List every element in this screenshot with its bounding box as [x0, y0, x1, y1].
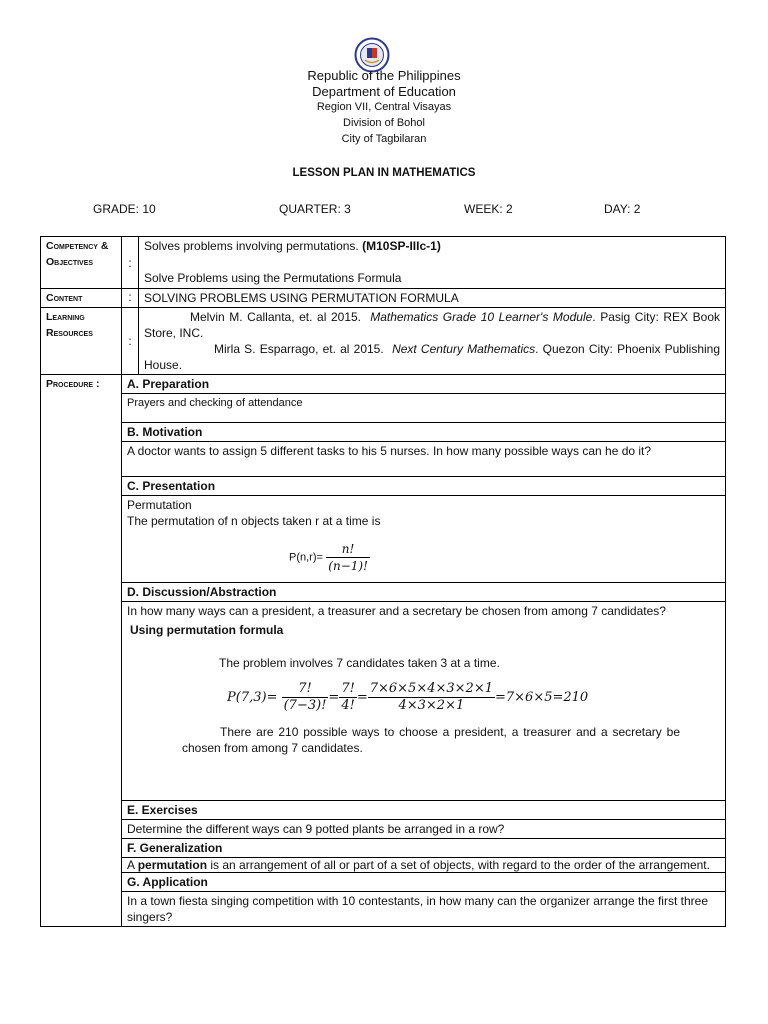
- ref2-publisher: . Quezon City: Phoenix Publishing House.: [144, 342, 721, 372]
- formula-result: =7×6×5=210: [495, 690, 589, 705]
- exercises-heading: E. Exercises: [122, 801, 726, 820]
- presentation-line2: The permutation of n objects taken r at a time is: [127, 514, 381, 528]
- grade-label: GRADE: 10: [93, 202, 156, 216]
- generalization-post: is an arrangement of all or part of a set of objects, with regard to the order of the arrangement.: [207, 858, 710, 872]
- resources-cell: [139, 308, 726, 375]
- header-region: Region VII, Central Visayas: [316, 101, 452, 113]
- formula-lhs: P(n,r)=: [289, 551, 323, 564]
- header-republic: Republic of the Philippines: [307, 68, 461, 83]
- quarter-label: QUARTER: 3: [279, 202, 351, 216]
- competency-label: Competency & Objectives: [41, 237, 122, 289]
- application-text: In a town fiesta singing competition with 10 contestants, in how many can the organizer arrange the first three singers?: [122, 892, 726, 927]
- frac2-num: 7!: [341, 681, 355, 696]
- permutation-formula: [127, 541, 720, 574]
- formula-numerator: n!: [326, 541, 370, 558]
- competency-colon: :: [122, 237, 139, 289]
- discussion-cell: [122, 602, 726, 801]
- competency-code: (M10SP-IIIc-1): [362, 239, 441, 253]
- competency-objective: Solve Problems using the Permutations Formula: [144, 271, 402, 285]
- presentation-cell: [122, 496, 726, 583]
- frac2-den: 4!: [341, 698, 355, 713]
- competency-text: Solves problems involving permutations.: [144, 239, 359, 253]
- discussion-heading: D. Discussion/Abstraction: [122, 583, 726, 602]
- ref1-publisher: . Pasig City: REX Book Store, INC.: [144, 310, 721, 340]
- discussion-question: In how many ways can a president, a treasurer and a secretary be chosen from among 7 candidates?: [127, 604, 666, 618]
- frac3-num: 7×6×5×4×3×2×1: [369, 681, 493, 696]
- generalization-cell: [122, 858, 726, 873]
- header-city: City of Tagbilaran: [341, 133, 427, 145]
- lesson-plan-table: [40, 236, 726, 927]
- motivation-text: A doctor wants to assign 5 different tasks to his 5 nurses. In how many possible ways can he do it?: [122, 442, 726, 477]
- competency-cell: [139, 237, 726, 289]
- application-heading: G. Application: [122, 873, 726, 892]
- preparation-text: Prayers and checking of attendance: [122, 394, 726, 423]
- formula-denominator: (n−1)!: [328, 559, 368, 573]
- day-label: DAY: 2: [604, 202, 641, 216]
- ref1-author: Melvin M. Callanta, et. al 2015.: [190, 310, 362, 324]
- presentation-heading: C. Presentation: [122, 477, 726, 496]
- frac1-num: 7!: [282, 681, 329, 698]
- procedure-label: Procedure :: [41, 375, 122, 927]
- document-title: LESSON PLAN IN MATHEMATICS: [292, 167, 476, 179]
- discussion-conclusion: There are 210 possible ways to choose a president, a treasurer and a secretary be chosen from among 7 candidates.: [182, 725, 680, 755]
- presentation-line1: Permutation: [127, 498, 192, 512]
- competency-row: [41, 237, 726, 289]
- content-colon: :: [122, 289, 139, 308]
- generalization-heading: F. Generalization: [122, 839, 726, 858]
- motivation-heading: B. Motivation: [122, 423, 726, 442]
- exercises-text: Determine the different ways can 9 potted plants be arranged in a row?: [122, 820, 726, 839]
- formula-p73: P(7,3)=: [227, 690, 278, 705]
- frac3-den: 4×3×2×1: [398, 698, 465, 713]
- generalization-term: permutation: [137, 858, 208, 872]
- week-label: WEEK: 2: [464, 202, 513, 216]
- generalization-pre: A: [127, 858, 138, 872]
- discussion-method: Using permutation formula: [130, 623, 284, 637]
- discussion-statement: The problem involves 7 candidates taken 3 at a time.: [219, 656, 500, 670]
- ref2-author: Mirla S. Esparrago, et. al 2015.: [214, 342, 384, 356]
- content-text: SOLVING PROBLEMS USING PERMUTATION FORMULA: [139, 289, 726, 308]
- discussion-formula: P(7,3)= $\frac{7!}{(7-3)!}$ = $\frac{7!}{4!}$ = $\frac{7\times 6\times 5\times 4\times 3\times 2\times 1}{4\times 3\times 2\times 1}$ =7×6×5=210: [227, 681, 589, 713]
- ref1-title: Mathematics Grade 10 Learner's Module: [370, 310, 593, 324]
- resources-colon: :: [122, 308, 139, 375]
- resources-label: Learning Resources: [41, 308, 122, 375]
- header-division: Division of Bohol: [343, 117, 425, 129]
- header-department: Department of Education: [312, 84, 456, 99]
- content-label: Content: [41, 289, 122, 308]
- ref2-title: Next Century Mathematics: [392, 342, 536, 356]
- frac1-den: (7−3)!: [283, 698, 327, 713]
- resources-row: [41, 308, 726, 375]
- content-row: [41, 289, 726, 308]
- preparation-heading: A. Preparation: [122, 375, 726, 394]
